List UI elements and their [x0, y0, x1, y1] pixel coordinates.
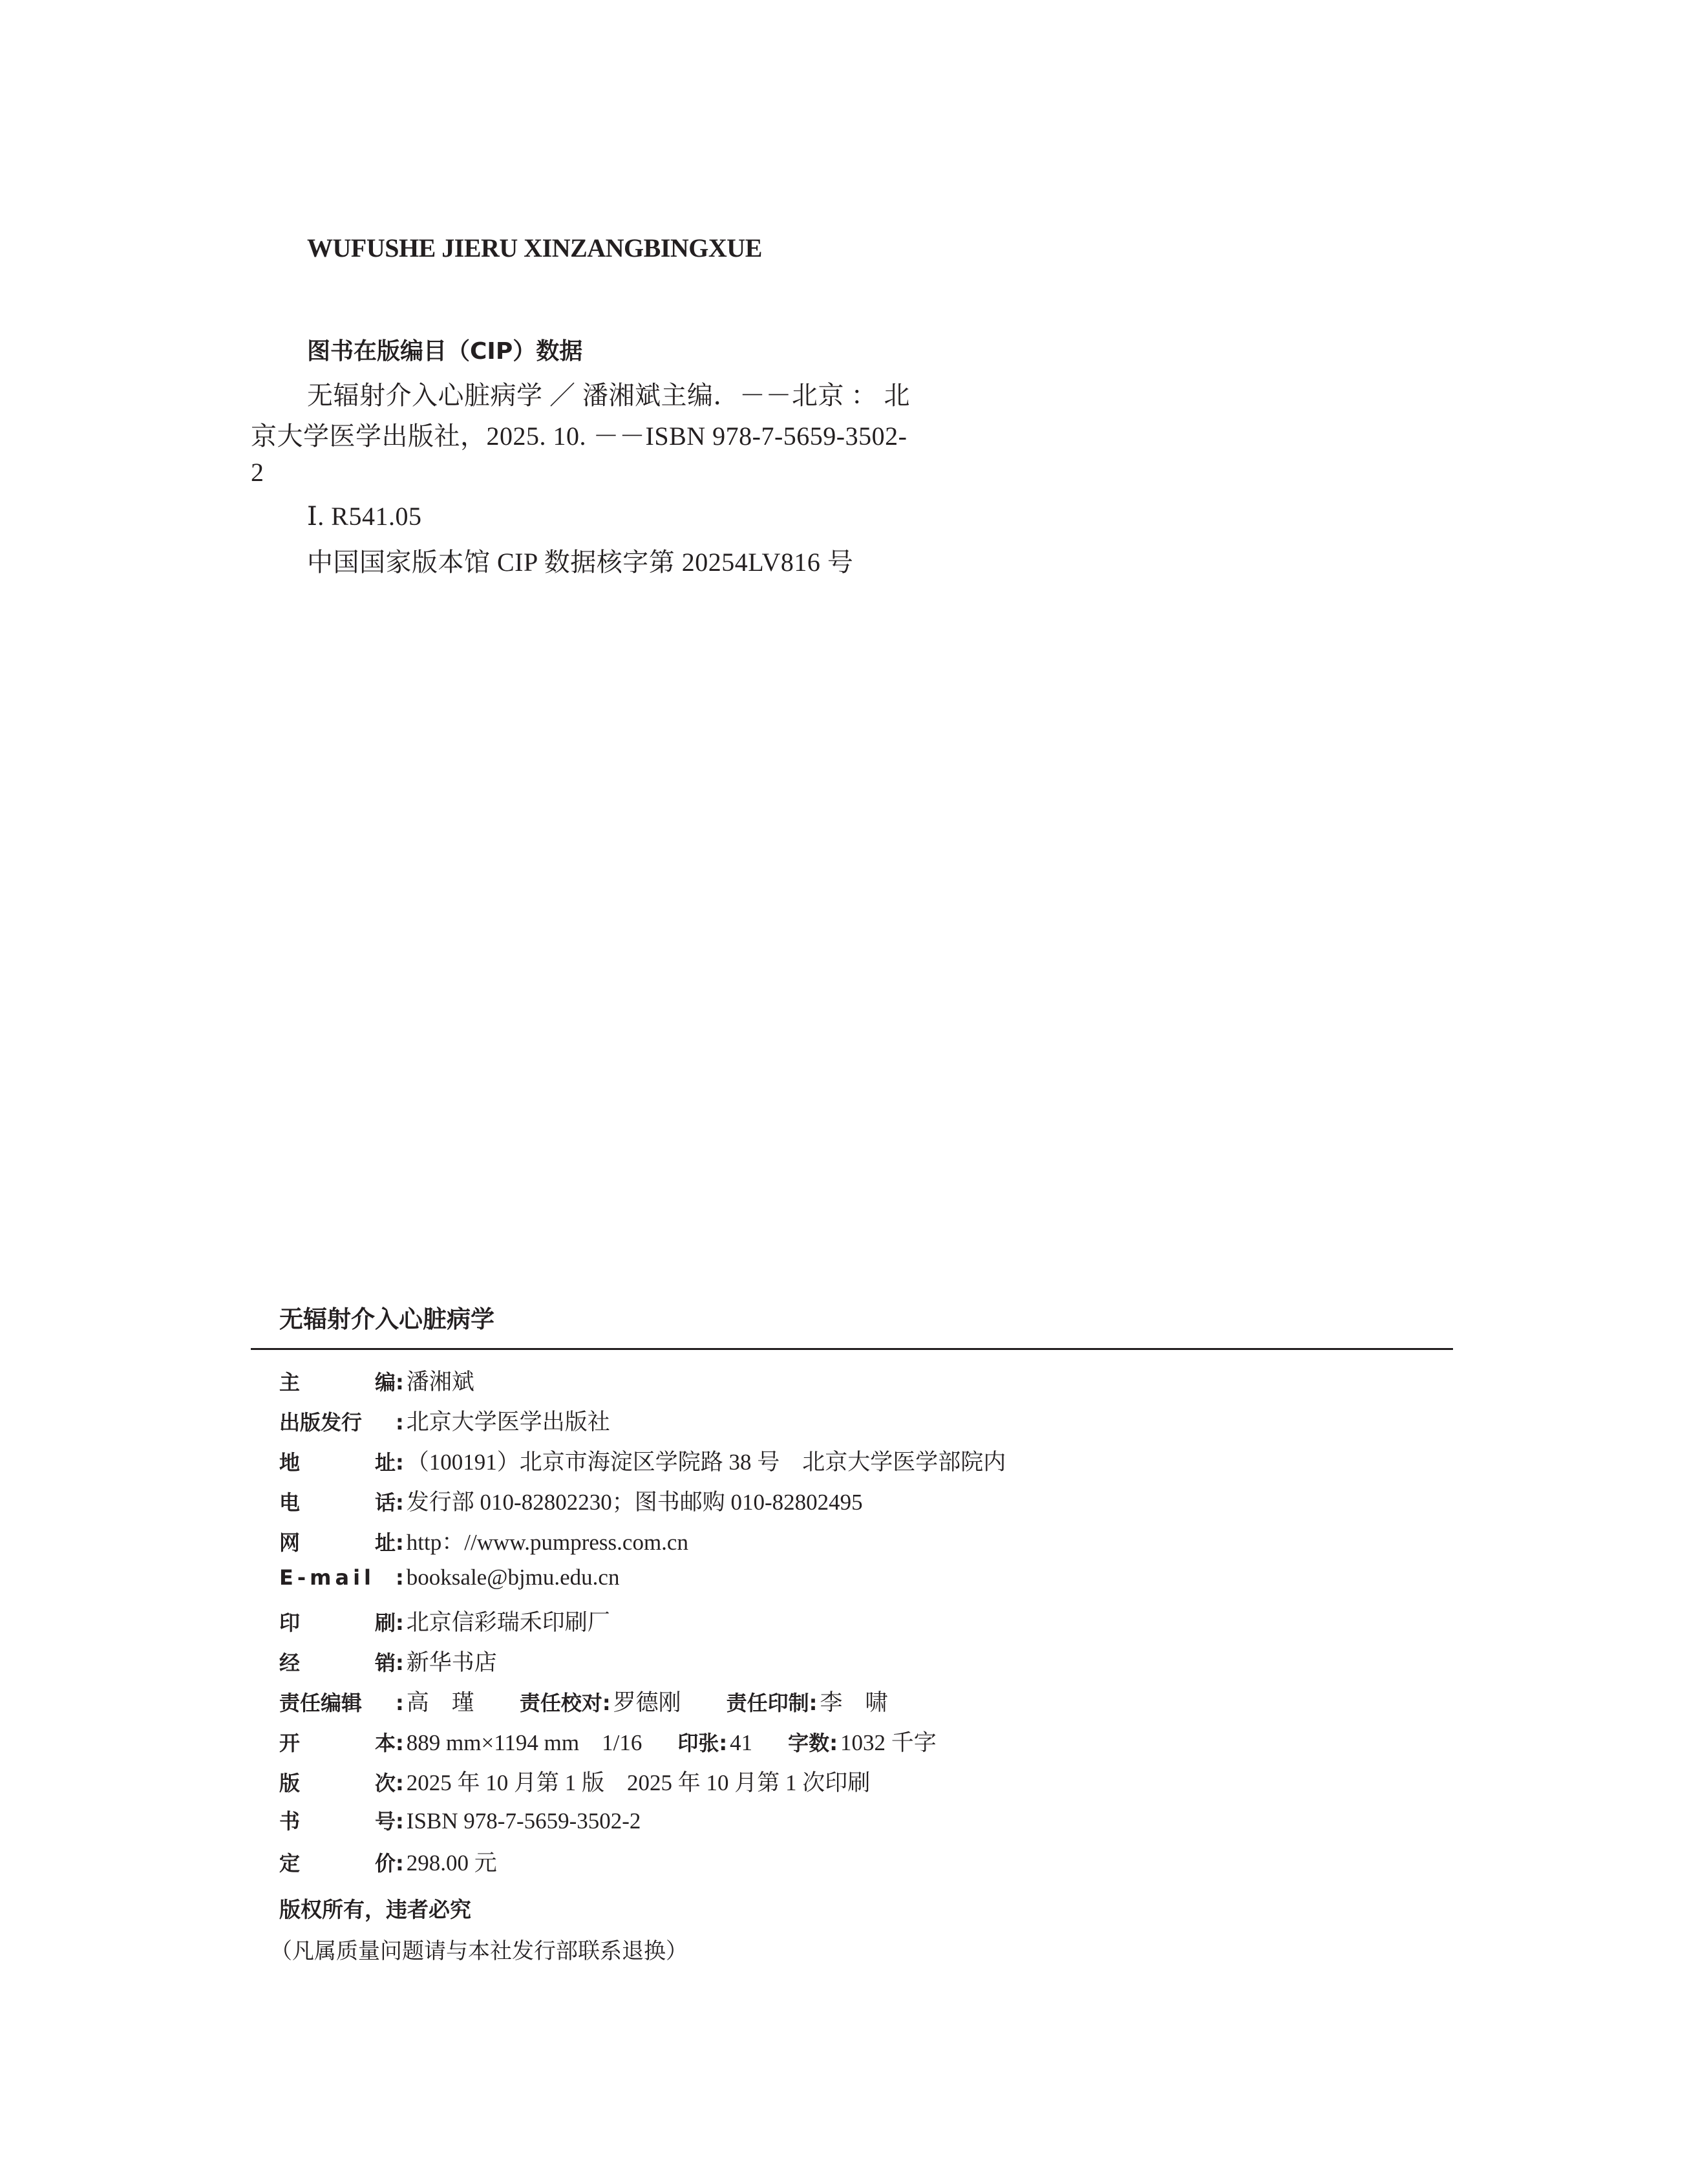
price-value: 298.00 元 — [406, 1850, 497, 1876]
publisher-value: 北京大学医学出版社 — [406, 1409, 610, 1435]
colophon-row-format — [279, 1725, 937, 1759]
row-label — [279, 1406, 396, 1436]
row-label — [279, 1366, 396, 1396]
colophon-row-editor — [279, 1364, 474, 1398]
edition-value: 2025 年 10 月第 1 版 2025 年 10 月第 1 次印刷 — [406, 1770, 871, 1795]
colon: : — [809, 1691, 818, 1715]
row-label — [279, 1486, 396, 1516]
format-value: 889 mm×1194 mm 1/16 — [406, 1730, 642, 1755]
word-count-value: 1032 千字 — [840, 1730, 937, 1755]
cip-line-3: 2 — [251, 458, 264, 487]
label-char: 书 — [279, 1809, 301, 1834]
colon: : — [396, 1530, 404, 1555]
printer-value: 北京信彩瑞禾印刷厂 — [406, 1610, 610, 1635]
colon: : — [396, 1851, 404, 1876]
row-label — [279, 1767, 396, 1797]
colon: : — [396, 1691, 404, 1715]
colon: : — [396, 1771, 404, 1795]
label-char: 经 — [279, 1651, 301, 1675]
cip-classification: Ⅰ. R541.05 — [307, 502, 422, 531]
pinyin-title: WUFUSHE JIERU XINZANGBINGXUE — [307, 233, 762, 262]
cip-line-2: 京大学医学出版社，2025. 10. －－ISBN 978-7-5659-3502- — [251, 422, 907, 451]
colon: : — [396, 1611, 404, 1635]
colophon-row-edition — [279, 1765, 870, 1799]
colophon-row-isbn — [279, 1805, 641, 1839]
cip-line-1: 无辐射介入心脏病学 ／ 潘湘斌主编．－－北京 ： 北 — [307, 381, 910, 410]
address-value: （100191）北京市海淀区学院路 38 号 北京大学医学部院内 — [406, 1450, 1006, 1475]
proofreader-label: 责任校对 — [519, 1691, 602, 1715]
label-char: 号 — [374, 1809, 396, 1834]
label-char: 定 — [279, 1851, 301, 1876]
colon: : — [396, 1450, 404, 1475]
label-char: 址 — [374, 1530, 396, 1555]
colon: : — [396, 1410, 404, 1435]
phone-value: 发行部 010-82802230；图书邮购 010-82802495 — [406, 1490, 863, 1515]
label-char: 编 — [374, 1370, 396, 1395]
colophon-title: 无辐射介入心脏病学 — [279, 1305, 494, 1333]
colophon-row-publisher — [279, 1404, 610, 1438]
row-label — [279, 1727, 396, 1757]
distributor-value: 新华书店 — [406, 1650, 497, 1675]
colophon-row-website — [279, 1525, 688, 1558]
colon: : — [719, 1731, 728, 1755]
label-char: 刷 — [374, 1611, 396, 1635]
label-char: 次 — [374, 1771, 396, 1795]
colophon-row-price — [279, 1845, 497, 1879]
label-text: E-mail — [279, 1565, 376, 1590]
label-char: 印 — [279, 1611, 301, 1635]
label-char: 主 — [279, 1370, 301, 1395]
print-supervisor-label: 责任印制 — [726, 1691, 809, 1715]
colophon-row-printer — [279, 1605, 610, 1638]
row-label — [279, 1446, 396, 1476]
colophon-row-address — [279, 1444, 1006, 1478]
colophon-divider — [251, 1348, 1453, 1350]
colon: : — [396, 1809, 404, 1834]
colon: : — [829, 1731, 838, 1755]
row-label — [279, 1805, 396, 1835]
responsible-editor-value: 高 瑾 — [406, 1690, 474, 1715]
isbn-value: ISBN 978-7-5659-3502-2 — [406, 1808, 641, 1834]
cip-record-number: 中国国家版本馆 CIP 数据核字第 20254LV816 号 — [307, 548, 854, 577]
row-label — [279, 1647, 396, 1676]
editor-value: 潘湘斌 — [406, 1369, 474, 1395]
label-char: 话 — [374, 1490, 396, 1515]
colon: : — [396, 1565, 404, 1590]
word-count-label: 字数 — [788, 1731, 830, 1755]
label-char: 址 — [374, 1450, 396, 1475]
label-char: 地 — [279, 1450, 301, 1475]
colophon-row-phone — [279, 1484, 863, 1518]
label-char: 电 — [279, 1490, 301, 1515]
colon: : — [396, 1731, 404, 1755]
sheets-value: 41 — [730, 1730, 753, 1755]
proofreader-value: 罗德刚 — [613, 1690, 681, 1715]
row-label — [279, 1607, 396, 1636]
label-text: 责任编辑 — [279, 1691, 363, 1715]
row-label — [279, 1526, 396, 1556]
email-value: booksale@bjmu.edu.cn — [406, 1565, 620, 1590]
label-char: 销 — [374, 1651, 396, 1675]
colon: : — [602, 1691, 611, 1715]
label-char: 开 — [279, 1731, 301, 1755]
colon: : — [396, 1370, 404, 1395]
colophon-row-responsible — [279, 1685, 887, 1718]
print-supervisor-value: 李 啸 — [820, 1690, 888, 1715]
row-label — [279, 1565, 396, 1590]
copyright-notice: 版权所有，违者必究 — [279, 1897, 471, 1922]
row-label — [279, 1847, 396, 1877]
colophon-row-distributor — [279, 1645, 497, 1678]
sheets-label: 印张 — [677, 1731, 719, 1755]
label-char: 网 — [279, 1530, 301, 1555]
label-char: 本 — [374, 1731, 396, 1755]
website-value: http：//www.pumpress.com.cn — [406, 1530, 688, 1555]
label-char: 版 — [279, 1771, 301, 1795]
label-text: 出版发行 — [279, 1410, 363, 1435]
label-char: 价 — [374, 1851, 396, 1876]
colon: : — [396, 1490, 404, 1515]
colon: : — [396, 1651, 404, 1675]
cip-heading: 图书在版编目（CIP）数据 — [307, 338, 583, 365]
colophon-row-email — [279, 1565, 619, 1598]
returns-notice: （凡属质量问题请与本社发行部联系退换） — [270, 1940, 688, 1964]
row-label — [279, 1687, 396, 1717]
